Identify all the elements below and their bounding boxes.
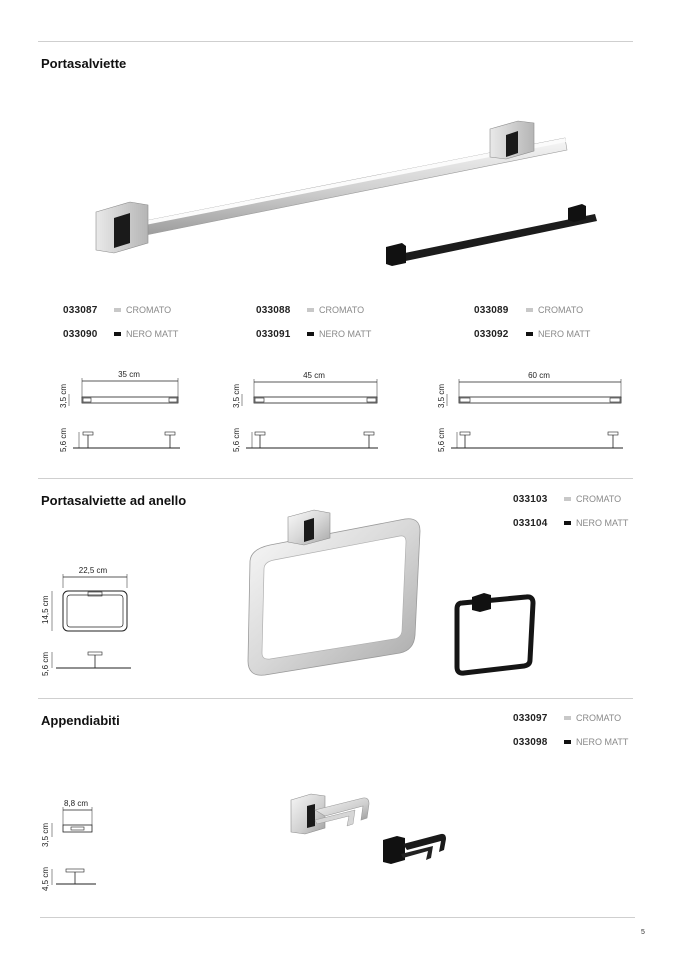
chrome-swatch [564, 497, 571, 501]
finish-label: CROMATO [114, 305, 171, 315]
page-number: 5 [641, 929, 645, 936]
black-swatch [526, 332, 533, 336]
depth-label: 5,6 cm [232, 427, 241, 452]
product-code: 033089 [474, 305, 509, 316]
height-label: 3,5 cm [59, 383, 68, 408]
width-label: 35 cm [118, 370, 140, 379]
finish-label: CROMATO [307, 305, 364, 315]
chrome-swatch [114, 308, 121, 312]
finish-label: NERO MATT [564, 737, 628, 747]
section-divider [38, 698, 633, 699]
towel-ring-product-image [240, 505, 545, 680]
product-code: 033098 [513, 737, 548, 748]
towel-bar-product-image [90, 115, 610, 275]
robe-hook-product-image [285, 788, 455, 873]
depth-label: 4,5 cm [41, 866, 50, 891]
product-code: 033091 [256, 329, 291, 340]
product-code: 033092 [474, 329, 509, 340]
product-code: 033097 [513, 713, 548, 724]
height-label: 3,5 cm [232, 383, 241, 408]
dimension-drawing-45 [228, 368, 388, 456]
finish-label: NERO MATT [307, 329, 371, 339]
section-title-portasalviette-anello: Portasalviette ad anello [41, 493, 187, 508]
chrome-swatch [526, 308, 533, 312]
height-label: 14,5 cm [41, 595, 50, 624]
depth-label: 5,6 cm [59, 427, 68, 452]
hook-dimension-drawing [36, 793, 106, 893]
footer-divider [40, 917, 635, 918]
section-title-portasalviette: Portasalviette [41, 56, 127, 71]
width-label: 8,8 cm [63, 799, 89, 808]
finish-label: CROMATO [564, 494, 621, 504]
product-code: 033104 [513, 518, 548, 529]
finish-label: CROMATO [564, 713, 621, 723]
chrome-swatch [307, 308, 314, 312]
section-divider [38, 478, 633, 479]
section-title-appendiabiti: Appendiabiti [41, 713, 120, 728]
top-divider [38, 41, 633, 42]
ring-dimension-drawing [36, 562, 136, 682]
height-label: 3,5 cm [437, 383, 446, 408]
chrome-swatch [564, 716, 571, 720]
finish-label: NERO MATT [526, 329, 590, 339]
black-swatch [307, 332, 314, 336]
height-label: 3,5 cm [41, 822, 50, 847]
finish-label: CROMATO [526, 305, 583, 315]
dimension-drawing-35 [55, 368, 190, 456]
depth-label: 5,6 cm [437, 427, 446, 452]
finish-label: NERO MATT [114, 329, 178, 339]
product-code: 033087 [63, 305, 98, 316]
width-label: 45 cm [303, 371, 325, 380]
black-swatch [564, 740, 571, 744]
dimension-drawing-60 [433, 368, 628, 456]
product-code: 033088 [256, 305, 291, 316]
black-swatch [564, 521, 571, 525]
black-swatch [114, 332, 121, 336]
width-label: 60 cm [528, 371, 550, 380]
width-label: 22,5 cm [78, 566, 108, 575]
finish-label: NERO MATT [564, 518, 628, 528]
product-code: 033103 [513, 494, 548, 505]
depth-label: 5,6 cm [41, 651, 50, 676]
product-code: 033090 [63, 329, 98, 340]
